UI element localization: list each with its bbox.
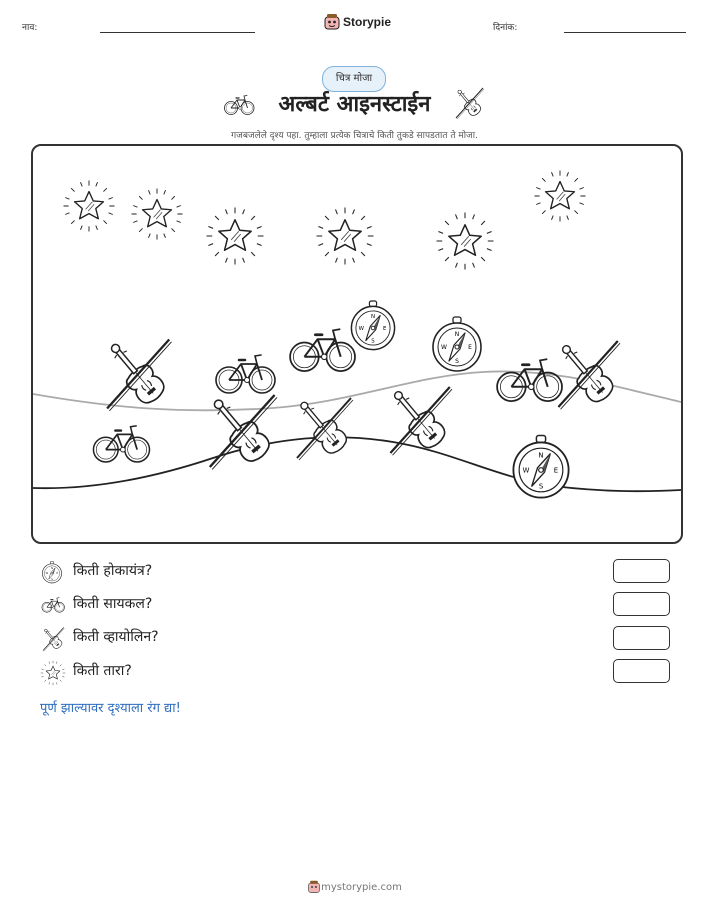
question-star-icon (40, 660, 66, 686)
storypie-logo-icon (323, 13, 341, 31)
finish-instruction: पूर्ण झाल्यावर दृश्याला रंग द्या! (40, 701, 181, 716)
answer-compass-box[interactable] (613, 559, 670, 583)
question-bicycle-icon (40, 594, 66, 620)
name-line[interactable] (100, 32, 255, 33)
star-6 (535, 171, 586, 222)
bicycle-4 (93, 426, 149, 462)
answer-violin-box[interactable] (613, 626, 670, 650)
page-title: अल्बर्ट आइनस्टाईन (278, 92, 431, 117)
counting-scene (31, 144, 683, 544)
question-bicycle: किती सायकल? (73, 596, 153, 612)
compass-2 (433, 317, 481, 371)
answer-bicycle-box[interactable] (613, 592, 670, 616)
star-1 (64, 181, 115, 232)
compass-3 (513, 436, 568, 498)
violin-1 (102, 336, 172, 411)
star-2 (132, 189, 183, 240)
category-tag: चित्र मोजा (322, 66, 386, 92)
star-5 (437, 213, 494, 270)
bicycle-1 (216, 355, 275, 393)
date-line[interactable] (564, 32, 686, 33)
instructions: गजबजलेले दृश्य पहा. तुम्हाला प्रत्येक चित्राचे किती तुकडे सापडतात ते मोजा. (231, 131, 478, 141)
star-4 (317, 208, 374, 265)
question-compass-icon (40, 560, 66, 586)
violin-3 (292, 395, 353, 460)
compass-1 (351, 301, 394, 350)
answer-star-box[interactable] (613, 659, 670, 683)
brand-name: Storypie (343, 15, 392, 29)
bicycle-2 (290, 329, 355, 371)
date-label: दिनांक: (493, 23, 518, 33)
question-star: किती तारा? (73, 663, 132, 679)
question-compass: किती होकायंत्र? (73, 563, 153, 579)
footer-site: mystorypie.com (321, 882, 402, 893)
violin-4 (385, 384, 452, 456)
question-violin-icon (40, 626, 66, 652)
violin-5 (553, 338, 620, 410)
title-violin-icon (452, 86, 486, 120)
star-3 (207, 208, 264, 265)
question-violin: किती व्हायोलिन? (73, 629, 159, 645)
name-label: नाव: (22, 23, 38, 33)
bicycle-3 (497, 359, 562, 401)
